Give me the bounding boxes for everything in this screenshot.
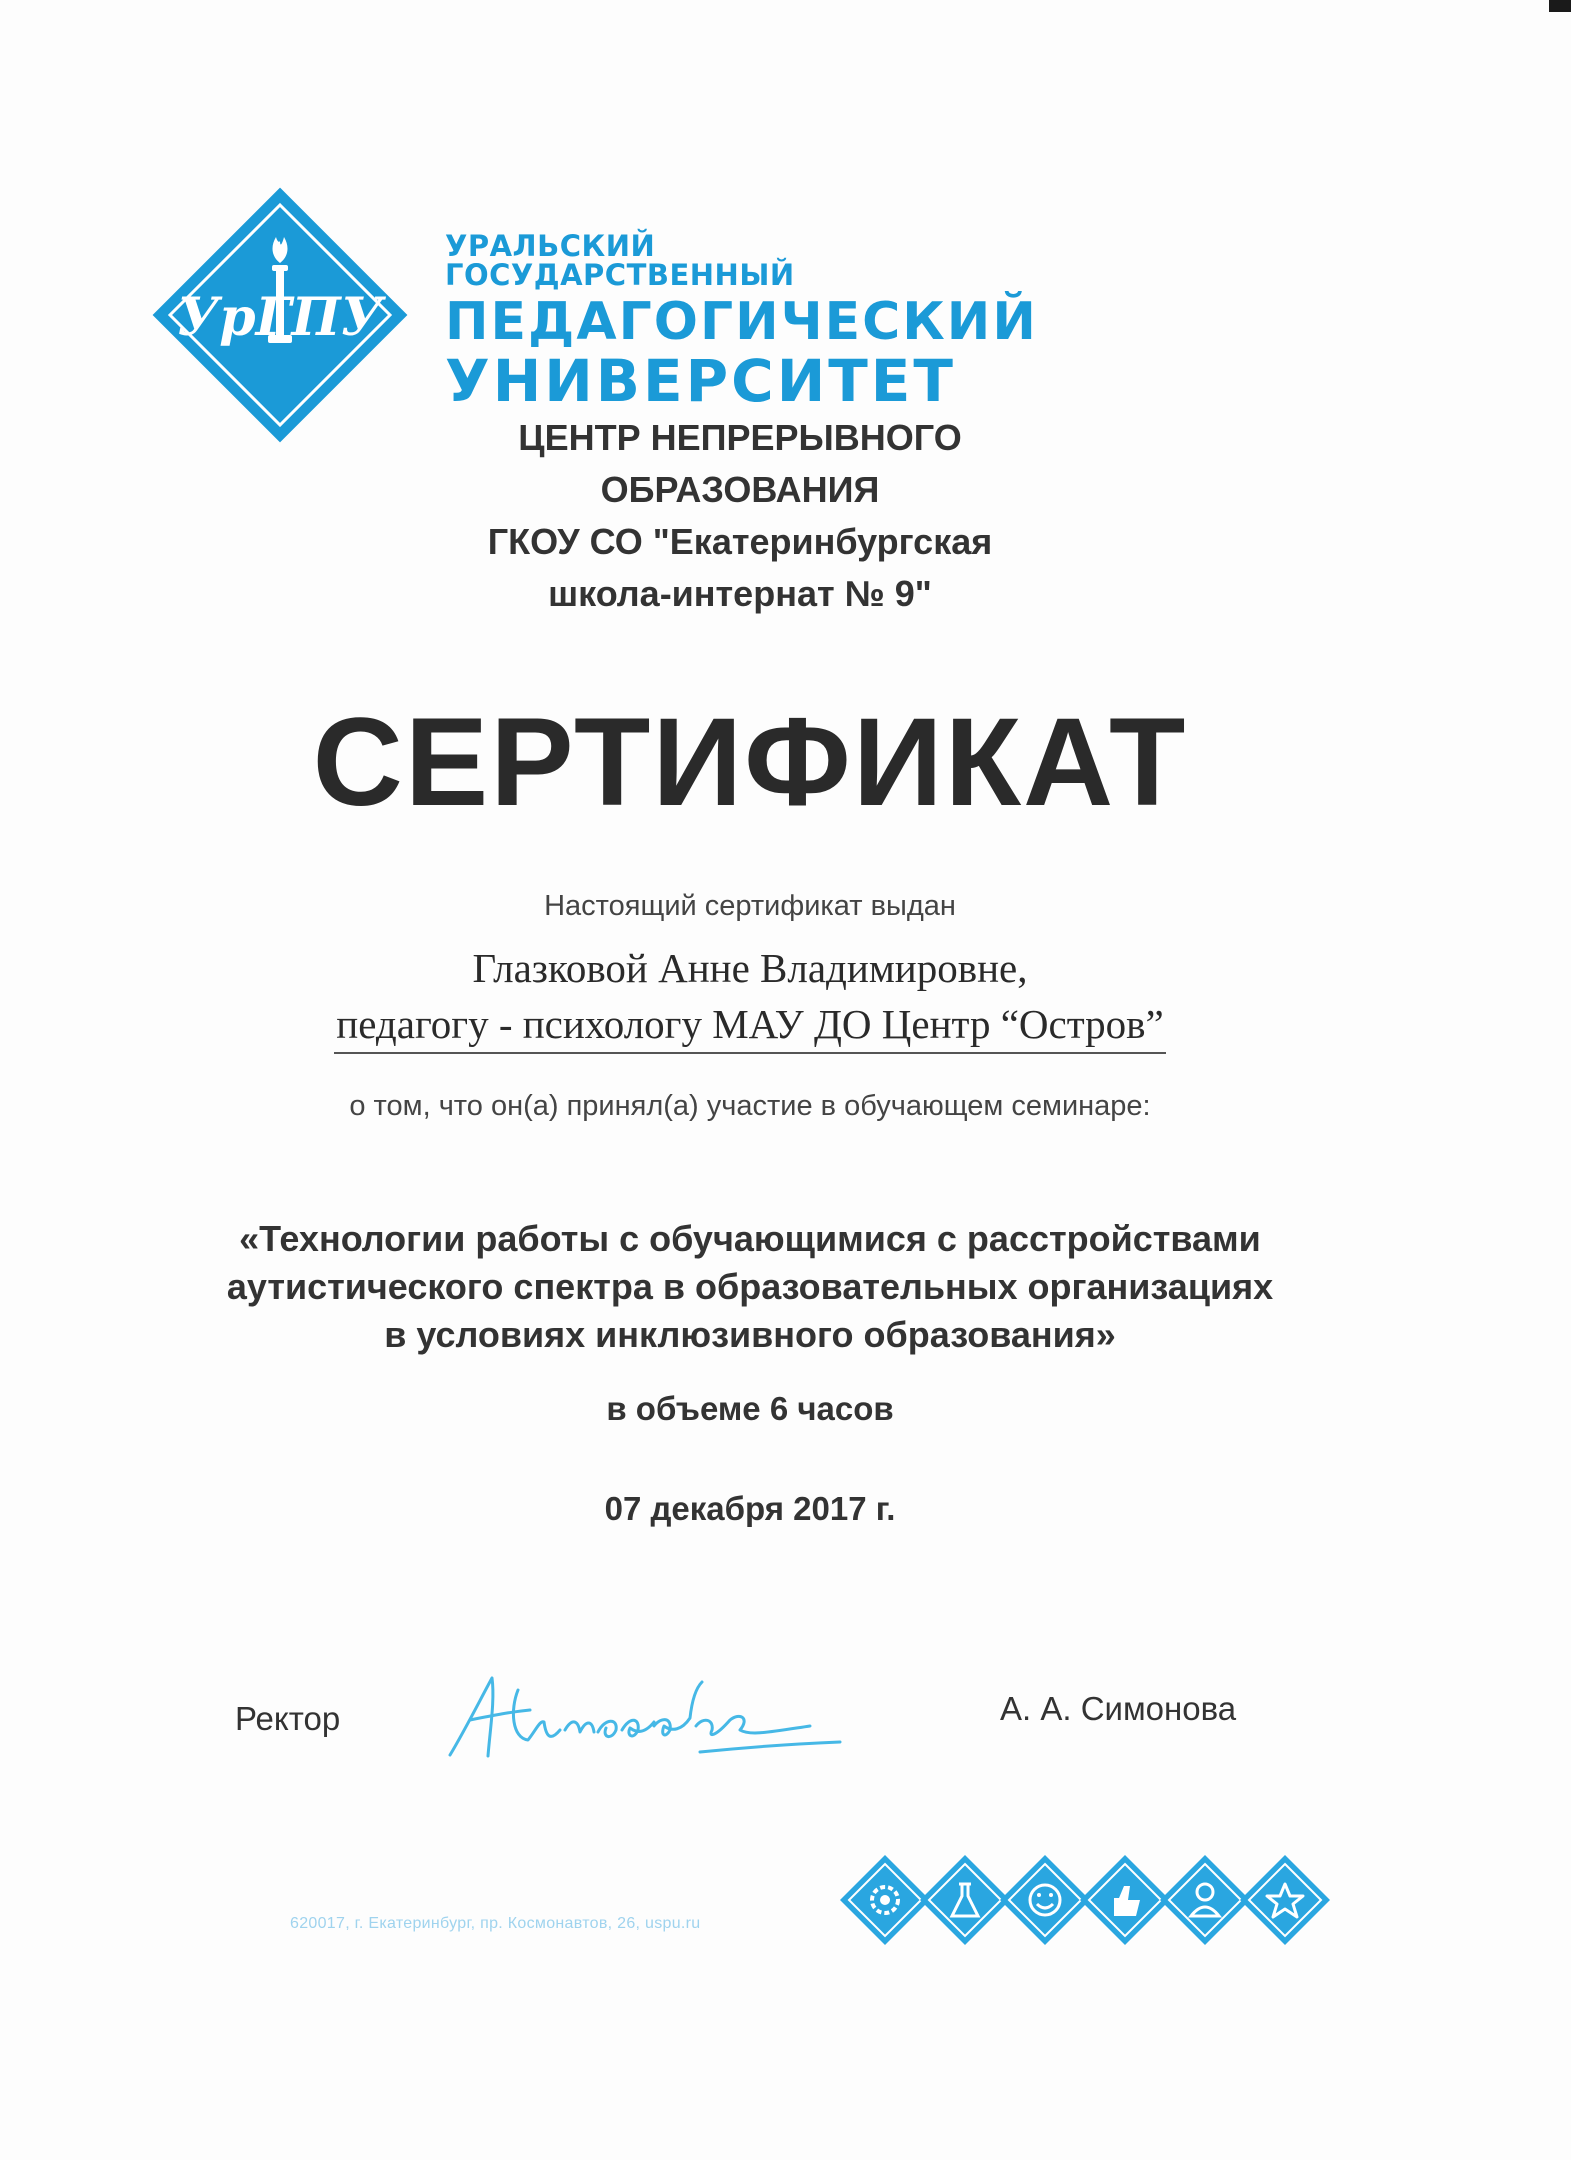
- recipient-name: Глазковой Анне Владимировне,: [472, 945, 1028, 991]
- university-logo: [150, 185, 410, 445]
- issue-date: 07 декабря 2017 г.: [604, 1490, 896, 1527]
- seminar-line3: в условиях инклюзивного образования»: [384, 1314, 1116, 1355]
- signatory-role: Ректор: [235, 1700, 341, 1737]
- issuer-line2: ОБРАЗОВАНИЯ: [600, 469, 880, 510]
- university-name-line1: УРАЛЬСКИЙ ГОСУДАРСТВЕННЫЙ: [445, 229, 795, 292]
- volume-text: в объеме 6 часов: [606, 1390, 894, 1427]
- scan-corner-mark: [1549, 0, 1571, 12]
- recipient-position: педагогу - психологу МАУ ДО Центр “Остров”: [334, 996, 1165, 1054]
- rector-signature: [440, 1660, 860, 1770]
- issuer-line3: ГКОУ СО "Екатеринбургская: [487, 521, 993, 562]
- footer-address: 620017, г. Екатеринбург, пр. Космонавтов, 26, uspu.ru: [290, 1915, 701, 1932]
- seminar-line1: «Технологии работы с обучающимися с расстройствами: [239, 1218, 1261, 1259]
- smile-icon: [1000, 1855, 1090, 1945]
- university-name-line3: УНИВЕРСИТЕТ: [445, 347, 956, 415]
- issued-text: Настоящий сертификат выдан: [544, 890, 956, 922]
- person-icon: [1160, 1855, 1250, 1945]
- issuer-block: [400, 412, 1080, 620]
- participation-text: о том, что он(а) принял(а) участие в обучающем семинаре:: [349, 1090, 1151, 1122]
- logo-text: УрГПУ: [177, 287, 383, 348]
- issuer-line1: ЦЕНТР НЕПРЕРЫВНОГО: [518, 417, 962, 458]
- seminar-line2: аутистического спектра в образовательных организациях: [226, 1266, 1274, 1307]
- signatory-name: А. А. Симонова: [1000, 1690, 1237, 1727]
- flask-icon: [920, 1855, 1010, 1945]
- gear-icon: [840, 1855, 930, 1945]
- university-name: [445, 229, 1038, 415]
- recipient-block: [250, 940, 1250, 1054]
- thumbs-up-icon: [1080, 1855, 1170, 1945]
- university-name-line2: ПЕДАГОГИЧЕСКИЙ: [445, 292, 1038, 352]
- star-icon: [1240, 1855, 1330, 1945]
- issuer-line4: школа-интернат № 9": [548, 573, 932, 614]
- footer-icon-row: [840, 1840, 1330, 1960]
- certificate-title: СЕРТИФИКАТ: [312, 693, 1188, 832]
- seminar-title: [140, 1215, 1360, 1359]
